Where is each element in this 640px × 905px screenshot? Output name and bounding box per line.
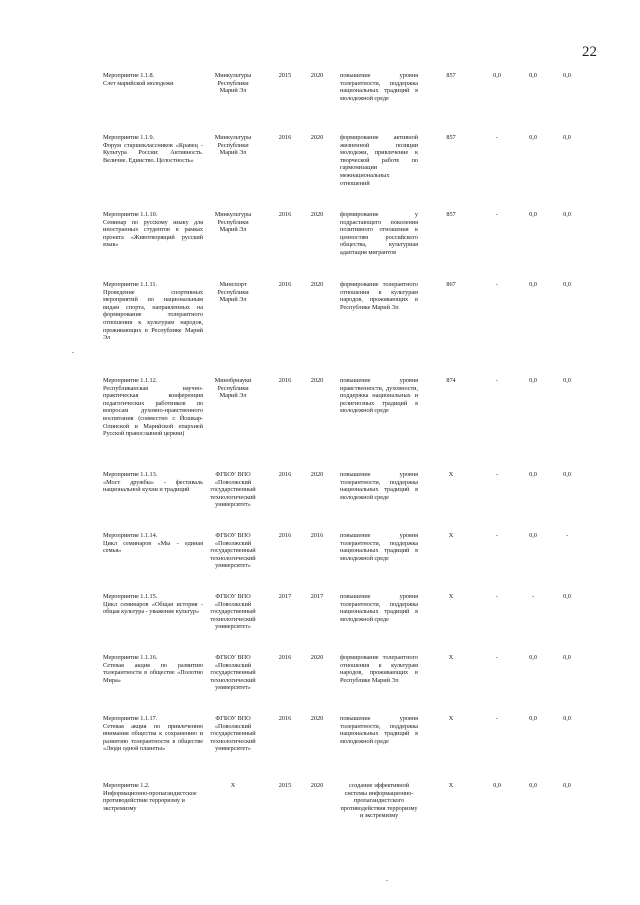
start-year: 2015 <box>278 782 292 789</box>
amount-2: - <box>531 593 535 600</box>
activity-name: Мероприятие 1.1.10. Семинар по русскому языку для иностранных студентов в рамках проекта «Животворящий русский язык» <box>103 211 203 249</box>
start-year: 2016 <box>278 532 292 539</box>
expected-result: формирование толерантного отношения к культурам народов, проживающих в Республике Марий Эл <box>340 654 418 684</box>
table-row <box>0 134 640 187</box>
amount-2: 0,0 <box>529 72 537 79</box>
end-year: 2017 <box>310 593 324 600</box>
amount-1: - <box>495 134 499 141</box>
executor: Минобрнауки Республики Марий Эл <box>214 377 252 400</box>
executor: ФГБОУ ВПО «Поволжский государственный технологический университет» <box>210 715 256 753</box>
budget-code: 857 <box>446 211 456 218</box>
amount-2: 0,0 <box>529 134 537 141</box>
table-row <box>0 654 640 692</box>
activity-name: Мероприятие 1.1.16. Сетевая акция по развитию толерантности в обществе «Полотно Мира» <box>103 654 203 684</box>
end-year: 2020 <box>310 134 324 141</box>
amount-2: 0,0 <box>529 471 537 478</box>
budget-code: Х <box>448 715 454 722</box>
expected-result: формирование активной жизненной позиции молодежи, привлечение к творческой работе по гармонизации межнациональных отношений <box>340 134 418 187</box>
start-year: 2016 <box>278 654 292 661</box>
budget-code: 874 <box>446 377 456 384</box>
budget-code: Х <box>448 782 454 789</box>
end-year: 2020 <box>310 654 324 661</box>
end-year: 2020 <box>310 281 324 288</box>
executor: Минкультуры Республики Марий Эл <box>214 211 252 234</box>
expected-result: повышение уровня толерантности, поддержка национальных традиций в молодежной среде <box>340 72 418 102</box>
amount-3: 0,0 <box>563 211 571 218</box>
start-year: 2016 <box>278 471 292 478</box>
budget-code: Х <box>448 654 454 661</box>
start-year: 2016 <box>278 211 292 218</box>
amount-3: 0,0 <box>563 72 571 79</box>
start-year: 2016 <box>278 281 292 288</box>
amount-3: 0,0 <box>563 377 571 384</box>
budget-code: Х <box>448 471 454 478</box>
scan-mark <box>386 880 388 881</box>
amount-2: 0,0 <box>529 654 537 661</box>
expected-result: повышение уровня толерантности, поддержка национальных традиций в молодежной среде <box>340 715 418 745</box>
amount-3: 0,0 <box>563 471 571 478</box>
activity-name: Мероприятие 1.1.15. Цикл семинаров «Общая история - общая культура - уважение культур» <box>103 593 203 616</box>
amount-1: - <box>495 532 499 539</box>
expected-result: формирование у подрастающего поколения позитивного отношения к ценностям российского общества, культурная адаптация мигрантов <box>340 211 418 256</box>
budget-code: 867 <box>446 281 456 288</box>
end-year: 2020 <box>310 782 324 789</box>
budget-code: Х <box>448 532 454 539</box>
amount-2: 0,0 <box>529 715 537 722</box>
amount-3: - <box>565 532 569 539</box>
activity-name: Мероприятие 1.2. Информационно-пропагандистское противодействие терроризму и экстремизму <box>103 782 197 812</box>
table-row <box>0 715 640 753</box>
amount-1: - <box>495 715 499 722</box>
end-year: 2020 <box>310 72 324 79</box>
start-year: 2015 <box>278 72 292 79</box>
expected-result: формирование толерантного отношения к культурам народов, проживающих в Республике Марий Эл <box>340 281 418 311</box>
activity-name: Мероприятие 1.1.14. Цикл семинаров «Мы - единая семья» <box>103 532 203 555</box>
expected-result: повышение уровня толерантности, поддержка национальных традиций в молодежной среде <box>340 593 418 623</box>
amount-1: 0,0 <box>493 72 501 79</box>
executor: Минкультуры Республики Марий Эл <box>214 72 252 95</box>
expected-result: повышение уровня толерантности, поддержка национальных традиций в молодежной среде <box>340 532 418 562</box>
expected-result: создание эффективной системы информационно-пропагандистского противодействия терроризму и экстремизму <box>340 782 418 820</box>
start-year: 2016 <box>278 134 292 141</box>
amount-3: 0,0 <box>563 281 571 288</box>
executor: Х <box>230 782 236 789</box>
budget-code: 857 <box>446 72 456 79</box>
amount-2: 0,0 <box>529 782 537 789</box>
amount-3: 0,0 <box>563 782 571 789</box>
activity-name: Мероприятие 1.1.11. Проведение спортивных мероприятий по национальным видам спорта, направленных на формирование толерантного отношения к культурам народов, проживающих в Республике Марий Эл <box>103 281 203 342</box>
activity-name: Мероприятие 1.1.17. Сетевая акция по привлечению внимания общества к сохранению и развитию толерантности в обществе «Люди одной планеты» <box>103 715 203 753</box>
activity-name: Мероприятие 1.1.13. «Мост дружбы» - фестиваль национальной кухни и традиций <box>103 471 203 494</box>
executor: ФГБОУ ВПО «Поволжский государственный технологический университет» <box>210 593 256 631</box>
amount-1: - <box>495 471 499 478</box>
budget-code: 857 <box>446 134 456 141</box>
amount-1: 0,0 <box>493 782 501 789</box>
amount-3: 0,0 <box>563 593 571 600</box>
table-row <box>0 281 640 342</box>
amount-3: 0,0 <box>563 654 571 661</box>
end-year: 2020 <box>310 211 324 218</box>
amount-1: - <box>495 654 499 661</box>
table-row <box>0 471 640 509</box>
table-row <box>0 532 640 570</box>
executor: Минкультуры Республики Марий Эл <box>214 134 252 157</box>
start-year: 2016 <box>278 377 292 384</box>
table-row <box>0 211 640 256</box>
table-row <box>0 782 640 820</box>
end-year: 2020 <box>310 715 324 722</box>
amount-1: - <box>495 593 499 600</box>
amount-2: 0,0 <box>529 377 537 384</box>
executor: ФГБОУ ВПО «Поволжский государственный технологический университет» <box>210 654 256 692</box>
activity-name: Мероприятие 1.1.9. Форум старшеклассников «Кравец - Культура России: Активность. Величие. Единство. Целостность» <box>103 134 203 164</box>
activity-name: Мероприятие 1.1.12. Республиканская научно-практическая конференция педагогических работников по вопросам духовно-нравственного воспитания (совместно с Йошкар-Олинской и Марийской епархией Русской православной церкви) <box>103 377 203 438</box>
executor: ФГБОУ ВПО «Поволжский государственный технологический университет» <box>210 471 256 509</box>
amount-2: 0,0 <box>529 211 537 218</box>
executor: Минспорт Республики Марий Эл <box>217 281 249 304</box>
amount-3: 0,0 <box>563 134 571 141</box>
start-year: 2016 <box>278 715 292 722</box>
table-row <box>0 72 640 102</box>
budget-code: Х <box>448 593 454 600</box>
end-year: 2020 <box>310 471 324 478</box>
amount-2: 0,0 <box>529 532 537 539</box>
amount-1: - <box>495 211 499 218</box>
table-row <box>0 377 640 438</box>
scan-mark <box>72 352 74 353</box>
table-row <box>0 593 640 631</box>
amount-3: 0,0 <box>563 715 571 722</box>
start-year: 2017 <box>278 593 292 600</box>
expected-result: повышение уровня толерантности, поддержка национальных традиций в молодежной среде <box>340 471 418 501</box>
end-year: 2020 <box>310 377 324 384</box>
activity-name: Мероприятие 1.1.8. Слет марийской молодежи <box>103 72 174 87</box>
executor: ФГБОУ ВПО «Поволжский государственный технологический университет» <box>210 532 256 570</box>
amount-2: 0,0 <box>529 281 537 288</box>
page-number: 22 <box>582 44 597 60</box>
expected-result: повышение уровня нравственности, духовности, поддержка национальных и религиозных традиций в молодежной среде <box>340 377 418 415</box>
end-year: 2016 <box>310 532 324 539</box>
amount-1: - <box>495 377 499 384</box>
amount-1: - <box>495 281 499 288</box>
